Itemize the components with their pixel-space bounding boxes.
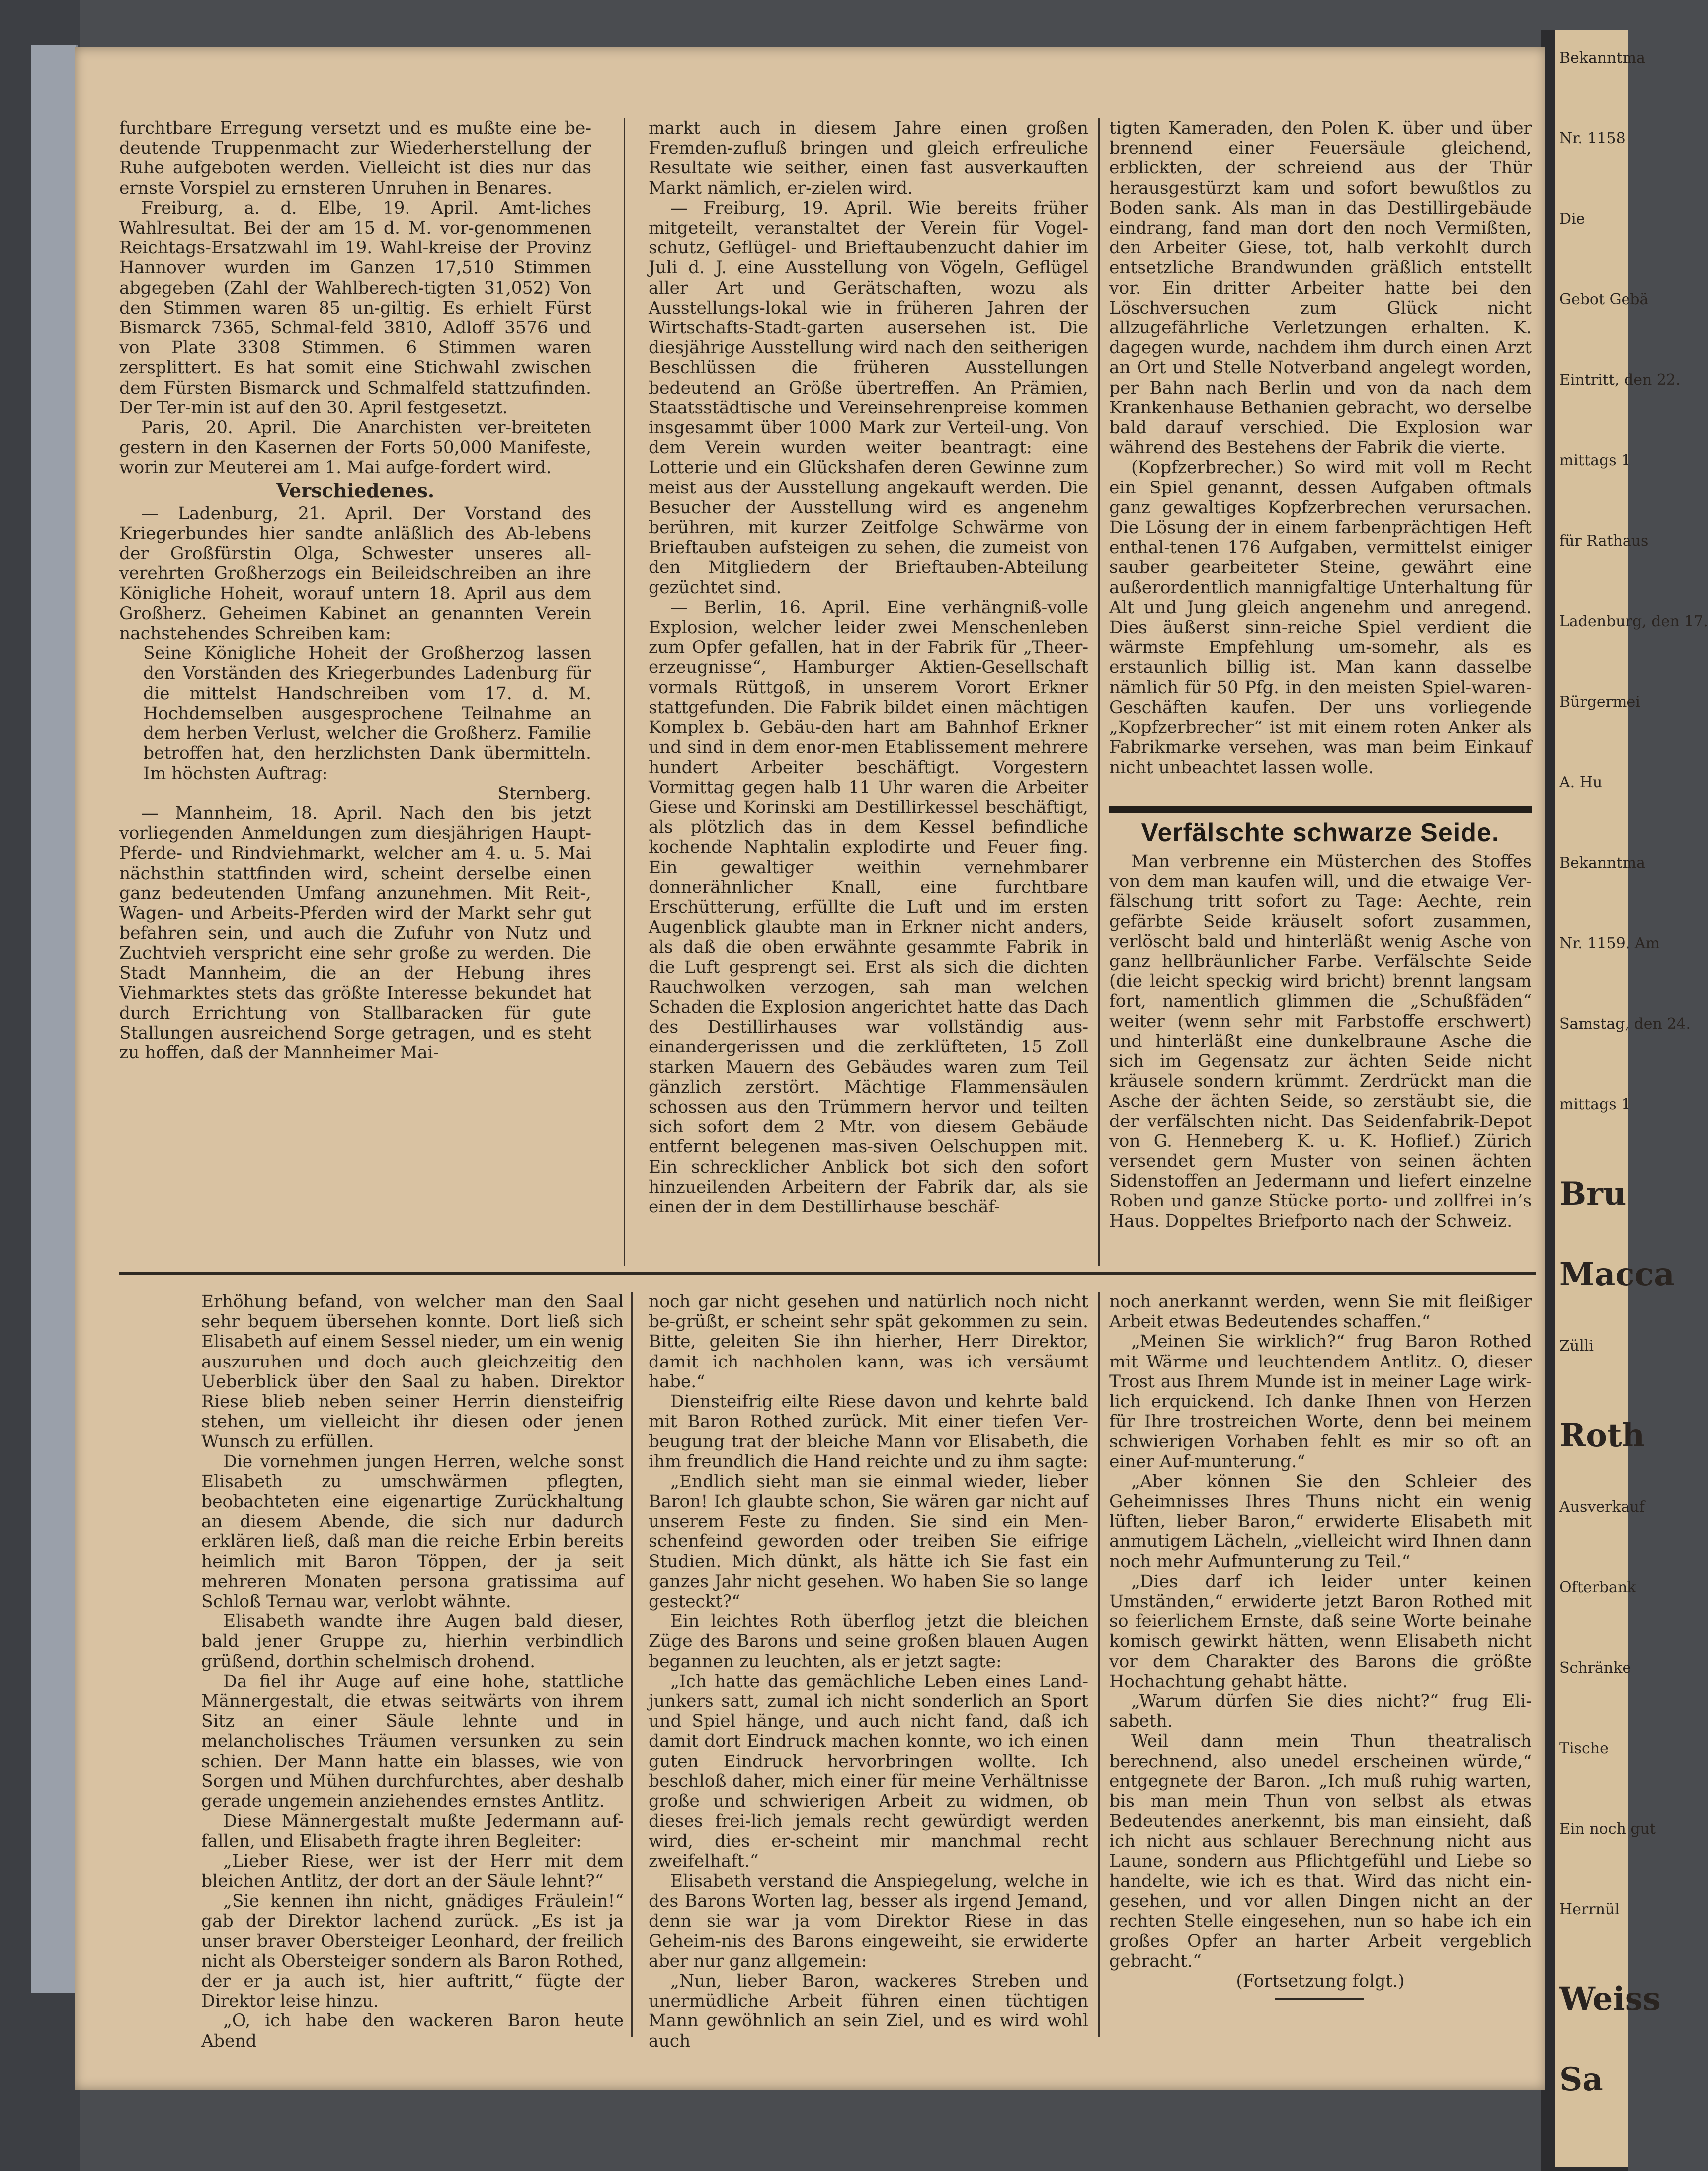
column-5 xyxy=(649,1292,1088,2051)
col4-paragraph: Da fiel ihr Auge auf eine hohe, stattliche Männergestalt, die etwas seitwärts von ihrem Sitz an einer Säule lehnte und in melancholisches Träumen versunken zu sein schien. Der Mann hatte ein blasses, wie von Sorgen und Mühen durchfurchtes, aber deshalb gerade ungemein anziehendes ernstes Antlitz. xyxy=(201,1671,624,1812)
col2-paragraph: — Berlin, 16. April. Eine verhängniß-volle Explosion, welcher leider zwei Menschenleben zum Opfer gefallen, hat in der Fabrik für „Theer-erzeugnisse“, Hamburger Aktien-Gesellschaft vormals Rüttgoß, in unserem Vorort Erkner stattgefunden. Die Fabrik bildet einen mächtigen Komplex b. Gebäu-den hart am Bahnhof Erkner und sind in dem enor-men Etablissement mehrere hundert Arbeiter beschäftigt. Vorgestern Vormittag gegen halb 11 Uhr waren die Arbeiter Giese und Korinski am Destillirkessel beschäftigt, als plötzlich das in dem Kessel befindliche kochende Naphtalin explodirte und Feuer fing. Ein gewaltiger weithin vernehmbarer donnerähnlicher Knall, eine furchtbare Erschütterung, erfüllte die Luft und im ersten Augenblick glaubte man in Erkner nicht anders, als daß die oben erwähnte gesammte Fabrik in die Luft gesprengt sei. Erst als sich die dichten Rauchwolken verzogen, sah man welchen Schaden die Explosion angerichtet hatte das Dach des Destillirhauses war vollständig aus-einandergerissen und die zerklüfteten, 15 Zoll starken Mauern des Gebäudes waren zum Teil gänzlich zerstört. Mächtige Flammensäulen schossen aus den Trümmern hervor und teilten sich sofort dem 2 Mtr. von diesem Gebäude entfernt belegenen mas-siven Oelschuppen mit. Ein schrecklicher Anblick bot sich den sofort hinzueilenden Arbeitern der Fabrik dar, als sie einen der in dem Destillirhause beschäf- xyxy=(649,597,1088,1217)
adjacent-page-text: Die xyxy=(1559,210,1585,228)
adjacent-page-text: A. Hu xyxy=(1559,774,1603,791)
adjacent-page-text: Tische xyxy=(1559,1740,1609,1757)
col5-paragraph: „Endlich sieht man sie einmal wieder, lieber Baron! Ich glaubte schon, Sie wären gar nicht auf unserem Feste zu finden. Sie sind ein Men-schenfeind geworden oder treiben Sie eifrige Studien. Mich dünkt, als hätte ich Sie fast ein ganzes Jahr nicht gesehen. Wo haben Sie so lange gesteckt?“ xyxy=(649,1471,1088,1612)
col1-paragraph: Verschiedenes. xyxy=(276,479,435,502)
ad-title: Verfälschte schwarze Seide. xyxy=(1141,818,1500,847)
advertisement-silk xyxy=(1109,806,1532,1231)
col5-paragraph: „Ich hatte das gemächliche Leben eines Land-junkers satt, zumal ich nicht sonderlich an Sport und Spiel hänge, und auch nicht fand, daß ich damit dort Eindruck machen konnte, wo ich einen guten Eindruck hervorbringen wollte. Ich beschloß daher, mich einer für meine Verhältnisse große und schwierigen Arbeit zu widmen, ob dieses frei-lich jemals recht gewürdigt werden wird, dies er-scheint mir manchmal recht zweifelhaft.“ xyxy=(649,1671,1088,1871)
col6-paragraph: (Fortsetzung folgt.) xyxy=(1236,1971,1405,1991)
col4-paragraph: Diese Männergestalt mußte Jedermann auf-fallen, und Elisabeth fragte ihren Begleiter: xyxy=(201,1811,624,1851)
col1-paragraph: — Mannheim, 18. April. Nach den bis jetzt vorliegenden Anmeldungen zum diesjährigen Haupt-Pferde- und Rindviehmarkt, welcher am 4. u. 5. Mai nächsthin stattfinden wird, scheint derselbe einen ganz bedeutenden Umfang anzunehmen. Mit Reit-, Wagen- und Arbeits-Pferden wird der Markt sehr gut befahren sein, und auch die Zufuhr von Nutz und Zuchtvieh verspricht eine sehr große zu werden. Die Stadt Mannheim, die an der Hebung ihres Viehmarktes stets das größte Interesse bekundet hat durch Errichtung von Stallbaracken für gute Stallungen ausreichend Sorge getragen, und es steht zu hoffen, daß der Mannheimer Mai- xyxy=(119,803,591,1063)
column-6 xyxy=(1109,1292,1532,1991)
adjacent-page-text: Ofterbank xyxy=(1559,1579,1636,1596)
col4-paragraph: „O, ich habe den wackeren Baron heute Abend xyxy=(201,2011,624,2051)
adjacent-page-text: Schränke xyxy=(1559,1659,1631,1677)
section-divider xyxy=(119,1272,1536,1275)
col5-paragraph: noch gar nicht gesehen und natürlich noch nicht be-grüßt, er scheint sehr spät gekommen zu sein. Bitte, geleiten Sie ihn hierher, Herr Direktor, damit ich nachholen kann, was ich versäumt habe.“ xyxy=(649,1292,1088,1392)
col1-paragraph: — Ladenburg, 21. April. Der Vorstand des Kriegerbundes hier sandte anläßlich des Ab-lebens der Großfürstin Olga, Schwester unseres all-verehrten Großherzogs ein Beileidschreiben an ihre Königliche Hoheit, worauf untern 18. April aus dem Großherz. Geheimen Kabinet an genannten Verein nachstehendes Schreiben kam: xyxy=(119,503,591,644)
adjacent-page-text: Weiss xyxy=(1559,1980,1661,2017)
adjacent-page-text: Zülli xyxy=(1559,1337,1594,1355)
adjacent-page-text: Bru xyxy=(1559,1175,1627,1212)
adjacent-page-text: Ein noch gut xyxy=(1559,1820,1656,1838)
column-3 xyxy=(1109,118,1532,778)
col2-paragraph: — Freiburg, 19. April. Wie bereits früher mitgeteilt, veranstaltet der Verein für Vogel-schutz, Geflügel- und Brieftaubenzucht dahier im Juli d. J. eine Ausstellung von Vögeln, Geflügel aller Art und Gerätschaften, wozu als Ausstellungs-lokal wie in früheren Jahren der Wirtschafts-Stadt-garten ausersehen ist. Die diesjährige Ausstellung wird nach den seitherigen Beschlüssen die früheren Ausstellungen bedeutend an Größe übertreffen. An Prämien, Staatsstädtische und Vereinsehrenpreise kommen insgesammt über 1000 Mark zur Verteil-ung. Von dem Verein wurden weiter beantragt: eine Lotterie und ein Glückshafen deren Gewinne zum meist aus der Ausstellung angekauft werden. Die Besucher der Ausstellung wird es angenehm berühren, mit kurzer Zeitfolge Schwärme von Brieftauben aufsteigen zu sehen, die zumeist von den Mitgliedern der Brieftauben-Abteilung gezüchtet sind. xyxy=(649,198,1088,598)
end-rule xyxy=(1275,1998,1364,2000)
col4-paragraph: „Sie kennen ihn nicht, gnädiges Fräulein!“ gab der Direktor lachend zurück. „Es ist ja unser braver Obersteiger Leonhard, der freilich nicht als Obersteiger sondern als Baron Rothed, der er ja auch ist, hier auftritt,“ fügte der Direktor leise hinzu. xyxy=(201,1891,624,2011)
column-divider-3 xyxy=(631,1292,633,2037)
col1-paragraph: Sternberg. xyxy=(497,783,591,804)
col5-paragraph: Ein leichtes Roth überflog jetzt die bleichen Züge des Barons und seine großen blauen Augen begannen zu leuchten, als er jetzt sagte: xyxy=(649,1611,1088,1672)
adjacent-page-text: Bürgermei xyxy=(1559,693,1640,711)
adjacent-page-text: Nr. 1159. Am xyxy=(1559,935,1660,952)
adjacent-page-text: Ladenburg, den 17. xyxy=(1559,613,1708,630)
col5-paragraph: „Nun, lieber Baron, wackeres Streben und unermüdliche Arbeit führen einen tüchtigen Mann gewöhnlich an sein Ziel, und es wird wohl auch xyxy=(649,1971,1088,2051)
col6-paragraph: noch anerkannt werden, wenn Sie mit fleißiger Arbeit etwas Bedeutendes schaffen.“ xyxy=(1109,1292,1532,1332)
adjacent-page-text: Gebot Gebä xyxy=(1559,291,1649,308)
book-binding xyxy=(31,45,78,1993)
col4-paragraph: Elisabeth wandte ihre Augen bald dieser, bald jener Gruppe zu, hierhin verbindlich grüßend, dorthin schelmisch drohend. xyxy=(201,1611,624,1672)
adjacent-page-text: Macca xyxy=(1559,1256,1675,1293)
adjacent-page-text: Ausverkauf xyxy=(1559,1498,1645,1516)
col4-paragraph: Erhöhung befand, von welcher man den Saal sehr bequem übersehen konnte. Dort ließ sich Elisabeth auf einem Sessel nieder, um ein wenig auszuruhen und doch auch gleichzeitig den Ueberblick über den Saal zu haben. Direktor Riese blieb neben seiner Herrin diensteifrig stehen, um vielleicht ihr diesen oder jenen Wunsch zu erfüllen. xyxy=(201,1292,624,1452)
col3-paragraph: (Kopfzerbrecher.) So wird mit voll m Recht ein Spiel genannt, dessen Aufgaben oftmals ganz gewaltiges Kopfzerbrechen verursachen. Die Lösung der in einem farbenprächtigen Heft enthal-tenen 176 Aufgaben, vermittelst einiger sauber gearbeiteter Steine, gewährt eine außerordentlich mannigfaltige Unterhaltung für Alt und Jung gleich angenehm und anregend. Dies äußerst sinn-reiche Spiel verdient die wärmste Empfehlung um-somehr, als es erstaunlich billig ist. Man kann dasselbe nämlich für 50 Pfg. in den meisten Spiel-waren-Geschäften kaufen. Der uns vorliegende „Kopfzerbrecher“ ist mit einem roten Anker als Fabrikmarke versehen, was man beim Einkauf nicht unbeachtet lassen wolle. xyxy=(1109,458,1532,778)
col6-paragraph: „Aber können Sie den Schleier des Geheimnisses Ihres Thuns nicht ein wenig lüften, lieber Baron,“ erwiderte Elisabeth mit anmutigem Lächeln, „vielleicht wird Ihnen dann noch mehr Aufmunterung zu Teil.“ xyxy=(1109,1471,1532,1572)
ad-body-text: Man verbrenne ein Müsterchen des Stoffes von dem man kaufen will, und die etwaige Ver-fälschung tritt sofort zu Tage: Aechte, rein gefärbte Seide kräuselt sofort zusammen, verlöscht bald und hinterläßt wenig Asche von ganz hellbräunlicher Farbe. Verfälschte Seide (die leicht speckig wird bricht) brennt langsam fort, namentlich glimmen die „Schußfäden“ weiter (wenn sehr mit Farbstoffe erschwert) und hinterläßt eine dunkelbraune Asche die sich im Gegensatz zur ächten Seide nicht kräusele sondern krümmt. Zerdrückt man die Asche der ächten Seide, so zerstäubt sie, die der verfälschten nicht. Das Seidenfabrik-Depot von G. Henneberg K. u. K. Hoflief.) Zürich versendet gern Muster von seinen ächten Sidenstoffen an Jedermann und liefert einzelne Roben und ganze Stücke porto- und zollfrei in’s Haus. Doppeltes Briefporto nach der Schweiz. xyxy=(1109,852,1532,1231)
column-divider-1 xyxy=(624,118,625,1266)
column-divider-2 xyxy=(1098,118,1100,1266)
adjacent-page-text: Sa xyxy=(1559,2061,1603,2098)
adjacent-page-text: mittags 1 xyxy=(1559,1096,1631,1113)
adjacent-page-text: mittags 1 xyxy=(1559,452,1631,469)
col1-paragraph: Seine Königliche Hoheit der Großherzog lassen den Vorständen des Kriegerbundes Ladenburg für die mittelst Handschreiben vom 17. d. M. Hochdemselben ausgesprochene Teilnahme an dem herben Verlust, welcher die Großherz. Familie betroffen hat, den herzlichsten Dank übermitteln. Im höchsten Auftrag: xyxy=(143,643,591,784)
ad-body xyxy=(1109,852,1532,1231)
col4-paragraph: Die vornehmen jungen Herren, welche sonst Elisabeth zu umschwärmen pflegten, beobachteten eine eigenartige Zurückhaltung an diesem Abende, die sich nur dadurch erklären ließ, daß man die reiche Erbin bereits heimlich mit Baron Töppen, der ja seit mehreren Monaten persona gratissima auf Schloß Ternau war, verlobt wähnte. xyxy=(201,1451,624,1612)
col2-paragraph: markt auch in diesem Jahre einen großen Fremden-zufluß bringen und gleich erfreuliche Resultate wie seither, einen fast ausverkauften Markt nämlich, er-zielen wird. xyxy=(649,118,1088,198)
col5-paragraph: Elisabeth verstand die Anspiegelung, welche in des Barons Worten lag, besser als irgend Jemand, denn sie war ja vom Direktor Riese in das Geheim-nis des Barons eingeweiht, sie erwiderte aber nur ganz allgemein: xyxy=(649,1871,1088,1971)
column-2 xyxy=(649,118,1088,1217)
column-4 xyxy=(201,1292,624,2051)
adjacent-page-text: für Rathaus xyxy=(1559,532,1649,550)
adjacent-page-text: Nr. 1158 xyxy=(1559,130,1626,147)
adjacent-page-text: Samstag, den 24. xyxy=(1559,1015,1691,1033)
adjacent-page-text: Roth xyxy=(1559,1417,1645,1454)
adjacent-page-text: Bekanntma xyxy=(1559,854,1645,872)
adjacent-page-text: Bekanntma xyxy=(1559,49,1645,67)
col6-paragraph: „Meinen Sie wirklich?“ frug Baron Rothed mit Wärme und leuchtendem Antlitz. O, dieser Trost aus Ihrem Munde ist in meiner Lage wirk-lich erquickend. Ich danke Ihnen von Herzen für Ihre trostreichen Worte, denn bei meinem schwierigen Vorhaben fehlt es mir so oft an einer Auf-munterung.“ xyxy=(1109,1332,1532,1472)
col6-paragraph: Weil dann mein Thun theatralisch berechnend, also unedel erscheinen würde,“ entgegnete der Baron. „Ich muß ruhig warten, bis man mein Thun von selbst als etwas Bedeutendes anerkennt, bis man einsieht, daß ich nicht aus schlauer Berechnung nicht aus Laune, sondern aus Pflichtgefühl und Liebe so handelte, wie ich es that. Wird das nicht ein-gesehen, und vor allen Dingen nicht an der rechten Stelle eingesehen, nun so habe ich ein großes Opfer an harter Arbeit vergeblich gebracht.“ xyxy=(1109,1731,1532,1971)
col1-paragraph: furchtbare Erregung versetzt und es mußte eine be-deutende Truppenmacht zur Wiederherstellung der Ruhe aufgeboten werden. Vielleicht ist dies nur das ernste Vorspiel zu ernsteren Unruhen in Benares. xyxy=(119,118,591,198)
col6-paragraph: „Dies darf ich leider unter keinen Umständen,“ erwiderte jetzt Baron Rothed mit so feierlichem Ernste, daß seine Worte beinahe komisch gewirkt hätten, wenn Elisabeth nicht vor dem Charakter des Barons die größte Hochachtung gehabt hätte. xyxy=(1109,1571,1532,1691)
column-divider-4 xyxy=(1098,1292,1100,2037)
col1-paragraph: Paris, 20. April. Die Anarchisten ver-breiteten gestern in den Kasernen der Forts 50,000 Manifeste, worin zur Meuterei am 1. Mai aufge-fordert wird. xyxy=(119,418,591,478)
col4-paragraph: „Lieber Riese, wer ist der Herr mit dem bleichen Antlitz, der dort an der Säule lehnt?“ xyxy=(201,1851,624,1891)
col6-paragraph: „Warum dürfen Sie dies nicht?“ frug Eli-sabeth. xyxy=(1109,1691,1532,1732)
col1-paragraph: Freiburg, a. d. Elbe, 19. April. Amt-liches Wahlresultat. Bei der am 15 d. M. vor-genommenen Reichtags-Ersatzwahl im 19. Wahl-kreise der Provinz Hannover wurden im Ganzen 17,510 Stimmen abgegeben (Zahl der Wahlberech-tigten 31,052) Von den Stimmen waren 85 un-giltig. Es erhielt Fürst Bismarck 7365, Schmal-feld 3810, Adloff 3576 und von Plate 3308 Stimmen. 6 Stimmen waren zersplittert. Es hat somit eine Stichwahl zwischen dem Fürsten Bismarck und Schmalfeld stattzufinden. Der Ter-min ist auf den 30. April festgesetzt. xyxy=(119,198,591,418)
adjacent-page-text: Herrnül xyxy=(1559,1901,1620,1918)
col3-paragraph: tigten Kameraden, den Polen K. über und über brennend einer Feuersäule gleichend, erblickten, der schreiend aus der Thür herausgestürzt kam und sofort bewußtlos zu Boden sank. Als man in das Destillirgebäude eindrang, fand man dort den noch Vermißten, den Arbeiter Giese, tot, halb verkohlt durch entsetzliche Brandwunden gräßlich entstellt vor. Ein dritter Arbeiter hatte bei den Löschversuchen zum Glück nicht allzugefährliche Verletzungen erhalten. K. dagegen wurde, nachdem ihm durch einen Arzt an Ort und Stelle Notverband angelegt worden, per Bahn nach Berlin und von da nach dem Krankenhause Bethanien gebracht, wo derselbe bald darauf verschied. Die Explosion war während des Bestehens der Fabrik die vierte. xyxy=(1109,118,1532,458)
column-1 xyxy=(119,118,591,1063)
adjacent-page-fragment xyxy=(1555,30,1708,2167)
adjacent-page-text: Eintritt, den 22. xyxy=(1559,371,1681,389)
col5-paragraph: Diensteifrig eilte Riese davon und kehrte bald mit Baron Rothed zurück. Mit einer tiefen Ver-beugung trat der bleiche Mann vor Elisabeth, die ihm freundlich die Hand reichte und zu ihm sagte: xyxy=(649,1392,1088,1472)
